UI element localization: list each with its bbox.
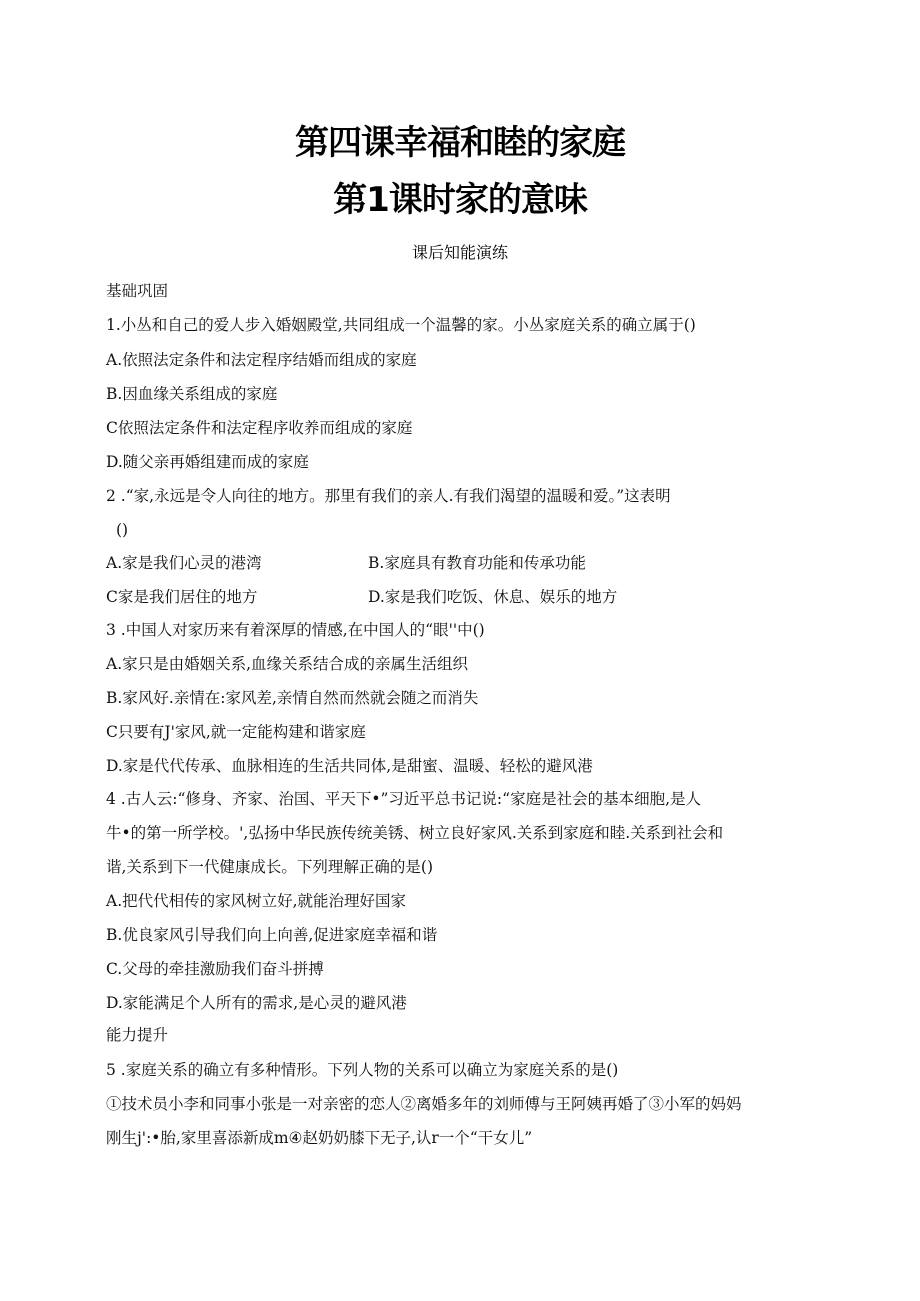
q3-stem: 3 .中国人对家历来有着深厚的情感,在中国人的“眼''中()	[106, 621, 485, 639]
q2-stem-line1: 2 .“家,永远是令人向往的地方。那里有我们的亲人.有我们渴望的温暖和爱。”这表明	[106, 487, 671, 505]
section-ability: 能力提升	[106, 1026, 169, 1044]
lesson-title: 第四课幸福和睦的家庭	[295, 123, 625, 163]
q5-detail-line2: 刚生j':•胎,家里喜添新成m④赵奶奶膝下无子,认r一个“干女儿”	[106, 1129, 533, 1147]
q4-stem-line1: 4 .古人云:“修身、齐家、治国、平天下•”习近平总书记说:“家庭是社会的基本细胞,是人	[106, 790, 702, 808]
q2-option-a: A.家是我们心灵的港湾	[106, 554, 262, 572]
q2-option-b: B.家庭具有教育功能和传承功能	[368, 554, 586, 572]
q2-stem-line2: ()	[116, 521, 129, 539]
q4-option-b: B.优良家风引导我们向上向善,促进家庭幸福和谐	[106, 926, 438, 944]
q2-option-c: C家是我们居住的地方	[106, 588, 258, 606]
q1-option-c: C依照法定条件和法定程序收养而组成的家庭	[106, 419, 413, 437]
q1-option-a: A.依照法定条件和法定程序结婚而组成的家庭	[106, 351, 417, 369]
q4-option-d: D.家能满足个人所有的需求,是心灵的避风港	[106, 994, 407, 1012]
q1-option-d: D.随父亲再婚组建而成的家庭	[106, 453, 309, 471]
q4-option-c: C.父母的牵挂激励我们奋斗拼搏	[106, 960, 324, 978]
q4-stem-line3: 谐,关系到下一代健康成长。下列理解正确的是()	[106, 858, 434, 876]
lesson-subtitle: 第1课时家的意味	[333, 180, 587, 220]
q4-option-a: A.把代代相传的家风树立好,就能治理好国家	[106, 892, 407, 910]
q1-stem: 1.小丛和自己的爱人步入婚姻殿堂,共同组成一个温馨的家。小丛家庭关系的确立属于()	[106, 316, 696, 334]
q5-stem: 5 .家庭关系的确立有多种情形。下列人物的关系可以确立为家庭关系的是()	[106, 1061, 619, 1079]
q3-option-d: D.家是代代传承、血脉相连的生活共同体,是甜蜜、温暖、轻松的避风港	[106, 757, 593, 775]
q1-option-b: B.因血缘关系组成的家庭	[106, 385, 278, 403]
q4-stem-line2: 牛•的第一所学校。',弘扬中华民族传统美锈、树立良好家风.关系到家庭和睦.关系到社会和	[106, 824, 724, 842]
q3-option-a: A.家只是由婚姻关系,血缘关系结合成的亲属生活组织	[106, 655, 469, 673]
q5-detail-line1: ①技术员小李和同事小张是一对亲密的恋人②离婚多年的刘师傅与王阿姨再婚了③小军的妈妈	[106, 1095, 742, 1113]
q2-option-d: D.家是我们吃饭、休息、娱乐的地方	[368, 588, 618, 606]
q3-option-b: B.家风好.亲情在:家风差,亲情自然而然就会随之而消失	[106, 689, 479, 707]
section-heading: 课后知能演练	[411, 243, 508, 262]
q3-option-c: C只要有J'家风,就一定能构建和谐家庭	[106, 723, 366, 741]
section-basic: 基础巩固	[106, 282, 169, 300]
